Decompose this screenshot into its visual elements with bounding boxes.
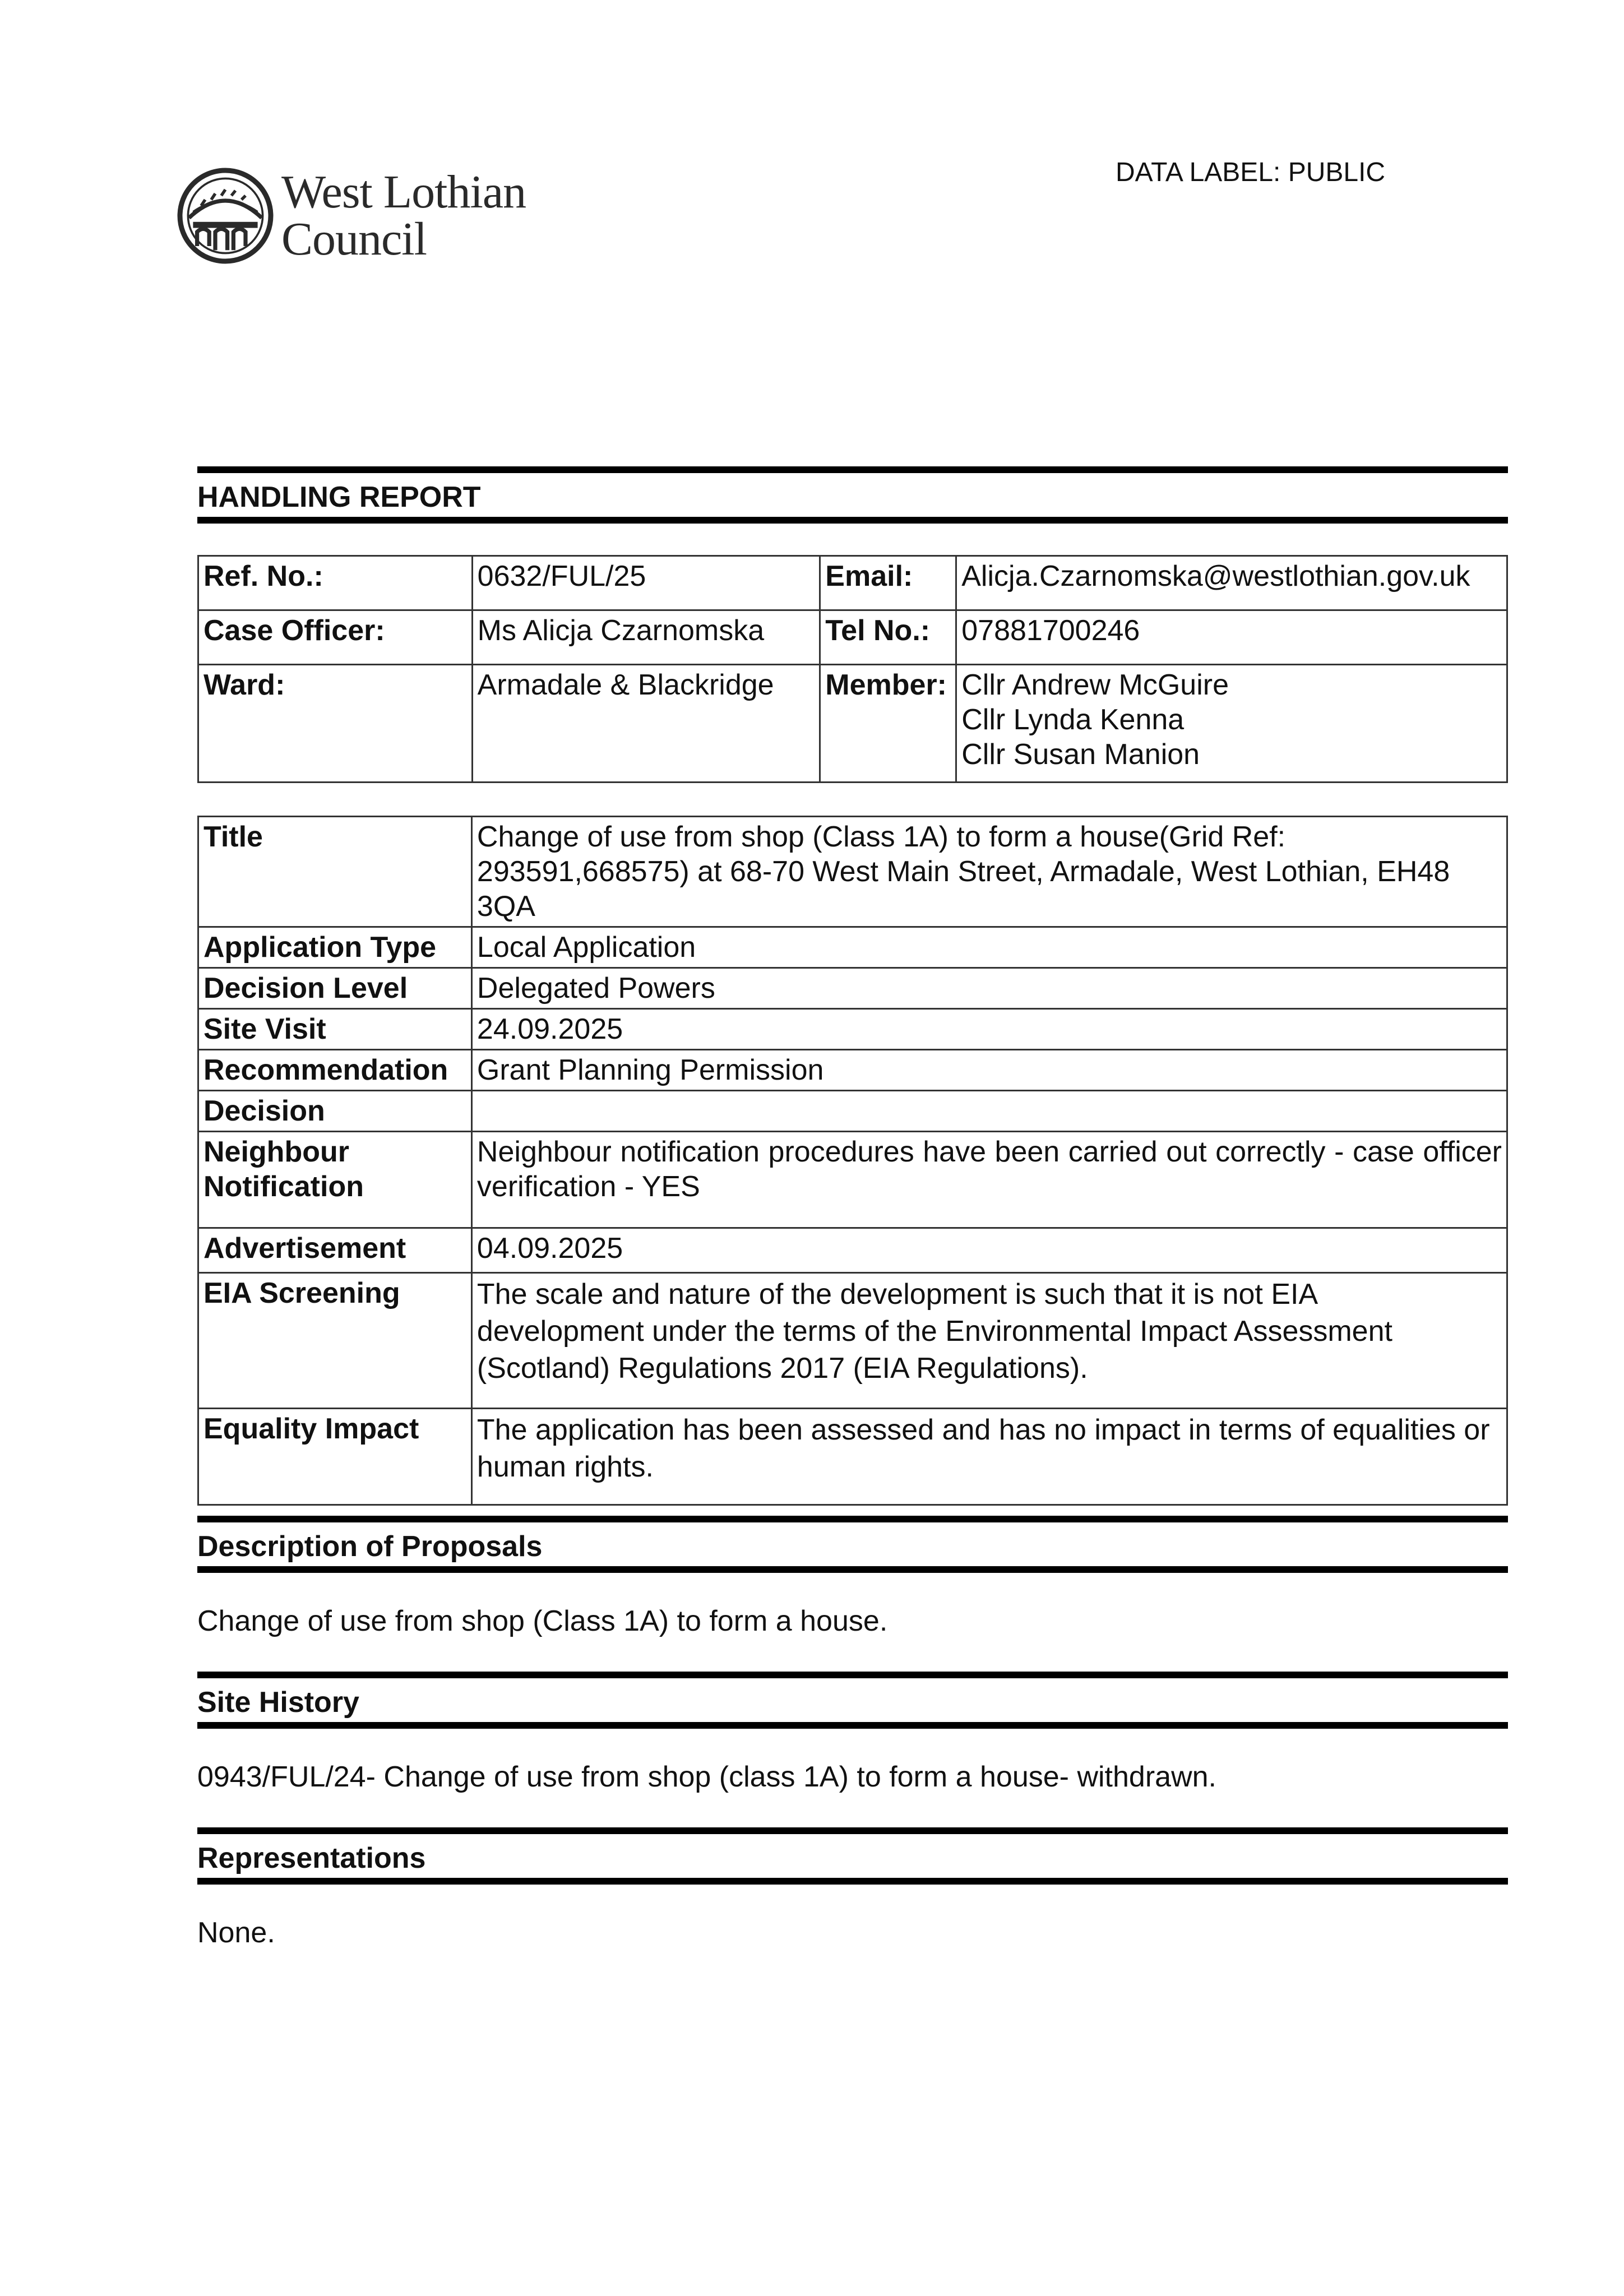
table-row bbox=[198, 927, 1507, 968]
equality-impact-value: The application has been assessed and has no impact in terms of equalities or human rights. bbox=[471, 1409, 1507, 1505]
decision-level-value: Delegated Powers bbox=[471, 968, 1507, 1009]
data-label: DATA LABEL: PUBLIC bbox=[1116, 158, 1386, 187]
application-type-label: Application Type bbox=[198, 927, 472, 968]
title-value: Change of use from shop (Class 1A) to form a house(Grid Ref: 293591,668575) at 68-70 West Main Street, Armadale, West Lothian, EH48 3QA bbox=[471, 817, 1507, 927]
contact-table bbox=[197, 555, 1508, 783]
eia-screening-value: The scale and nature of the development is such that it is not EIA development under the terms of the Environmental Impact Assessment (Scotland) Regulations 2017 (EIA Regulations). bbox=[471, 1273, 1507, 1409]
viaduct-emblem-icon bbox=[175, 165, 276, 266]
description-of-proposals-heading: Description of Proposals bbox=[197, 1516, 1508, 1573]
member-list bbox=[956, 665, 1507, 783]
table-row bbox=[198, 665, 1507, 783]
case-officer-label: Case Officer: bbox=[198, 610, 473, 665]
site-visit-value: 24.09.2025 bbox=[471, 1009, 1507, 1050]
table-row bbox=[198, 556, 1507, 610]
ward-label: Ward: bbox=[198, 665, 473, 783]
advertisement-label: Advertisement bbox=[198, 1228, 472, 1273]
application-details-table bbox=[197, 816, 1508, 1506]
table-row bbox=[198, 1091, 1507, 1132]
eia-screening-label: EIA Screening bbox=[198, 1273, 472, 1409]
tel-label: Tel No.: bbox=[820, 610, 956, 665]
email-label: Email: bbox=[820, 556, 956, 610]
council-name: West Lothian Council bbox=[281, 166, 526, 265]
member-name: Cllr Susan Manion bbox=[961, 738, 1200, 771]
member-label: Member: bbox=[820, 665, 956, 783]
advertisement-value: 04.09.2025 bbox=[471, 1228, 1507, 1273]
table-row bbox=[198, 610, 1507, 665]
ward-value: Armadale & Blackridge bbox=[472, 665, 820, 783]
table-row bbox=[198, 817, 1507, 927]
table-row bbox=[198, 968, 1507, 1009]
site-history-heading: Site History bbox=[197, 1672, 1508, 1729]
neighbour-notification-value: Neighbour notification procedures have been carried out correctly - case officer verification - YES bbox=[471, 1132, 1507, 1228]
table-row bbox=[198, 1409, 1507, 1505]
representations-heading: Representations bbox=[197, 1827, 1508, 1885]
table-row bbox=[198, 1050, 1507, 1091]
table-row bbox=[198, 1228, 1507, 1273]
equality-impact-label: Equality Impact bbox=[198, 1409, 472, 1505]
case-officer-value: Ms Alicja Czarnomska bbox=[472, 610, 820, 665]
ref-label: Ref. No.: bbox=[198, 556, 473, 610]
decision-label: Decision bbox=[198, 1091, 472, 1132]
representations-text: None. bbox=[197, 1917, 275, 1949]
proposals-text: Change of use from shop (Class 1A) to form a house. bbox=[197, 1605, 888, 1637]
handling-report-heading: HANDLING REPORT bbox=[197, 466, 1508, 524]
application-type-value: Local Application bbox=[471, 927, 1507, 968]
site-visit-label: Site Visit bbox=[198, 1009, 472, 1050]
recommendation-value: Grant Planning Permission bbox=[471, 1050, 1507, 1091]
table-row bbox=[198, 1132, 1507, 1228]
ref-value: 0632/FUL/25 bbox=[472, 556, 820, 610]
decision-value bbox=[471, 1091, 1507, 1132]
member-name: Cllr Andrew McGuire bbox=[961, 669, 1229, 701]
recommendation-label: Recommendation bbox=[198, 1050, 472, 1091]
site-history-text: 0943/FUL/24- Change of use from shop (class 1A) to form a house- withdrawn. bbox=[197, 1761, 1216, 1793]
decision-level-label: Decision Level bbox=[198, 968, 472, 1009]
council-logo bbox=[175, 163, 556, 269]
neighbour-notification-label: Neighbour Notification bbox=[198, 1132, 472, 1228]
table-row bbox=[198, 1009, 1507, 1050]
member-name: Cllr Lynda Kenna bbox=[961, 703, 1185, 736]
email-value: Alicja.Czarnomska@westlothian.gov.uk bbox=[956, 556, 1507, 610]
tel-value: 07881700246 bbox=[956, 610, 1507, 665]
table-row bbox=[198, 1273, 1507, 1409]
title-label: Title bbox=[198, 817, 472, 927]
